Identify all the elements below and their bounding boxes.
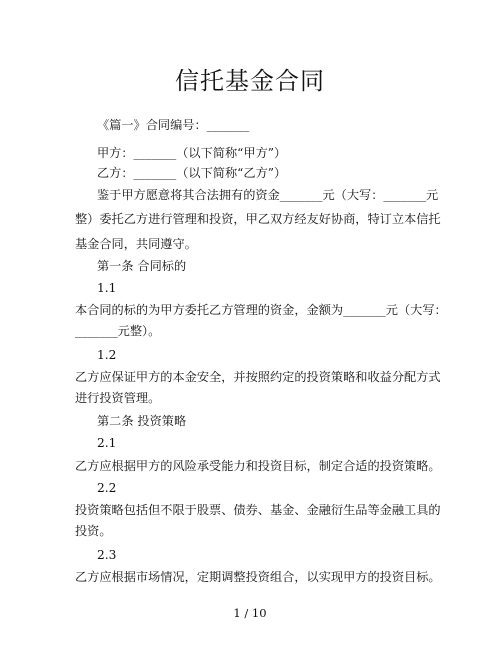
page-number: 1 / 10 [233,606,267,620]
preamble-line-2: 整）委托乙方进行管理和投资，甲乙双方经友好协商，特订立本信托 [75,212,441,226]
clause-1-2-text-line-1: 乙方应保证甲方的本金安全，并按照约定的投资策略和收益分配方式 [75,370,441,384]
document-title: 信托基金合同 [175,67,325,95]
party-b-line: 乙方：_______（以下简称“乙方”） [97,166,287,180]
clause-2-1-number: 2.1 [97,436,117,450]
clause-2-2-text-line-1: 投资策略包括但不限于股票、债券、基金、金融衍生品等金融工具的 [75,503,441,517]
preamble-line-3: 基金合同，共同遵守。 [75,237,197,251]
clause-1-1-number: 1.1 [97,281,117,295]
clause-2-2-number: 2.2 [97,481,117,495]
clause-1-1-text-line-2: _______元整）。 [75,324,161,338]
clause-2-3-number: 2.3 [97,548,117,562]
preamble-line-1: 鉴于甲方愿意将其合法拥有的资金_______元（大写：_______元 [97,188,439,202]
clause-2-1-text: 乙方应根据甲方的风险承受能力和投资目标，制定合适的投资策略。 [75,459,441,473]
clause-2-2-text-line-2: 投资。 [75,524,112,538]
clause-2-3-text: 乙方应根据市场情况，定期调整投资组合，以实现甲方的投资目标。 [75,570,441,584]
contract-number-line: 《篇一》合同编号：_______ [97,118,250,132]
clause-1-2-number: 1.2 [97,348,117,362]
clause-1-1-text-line-1: 本合同的标的为甲方委托乙方管理的资金，金额为_______元（大写： [75,303,447,317]
article-1-heading: 第一条 合同标的 [97,259,187,273]
article-2-heading: 第二条 投资策略 [97,414,187,428]
clause-1-2-text-line-2: 进行投资管理。 [75,391,161,405]
party-a-line: 甲方：_______（以下简称“甲方”） [97,146,287,160]
